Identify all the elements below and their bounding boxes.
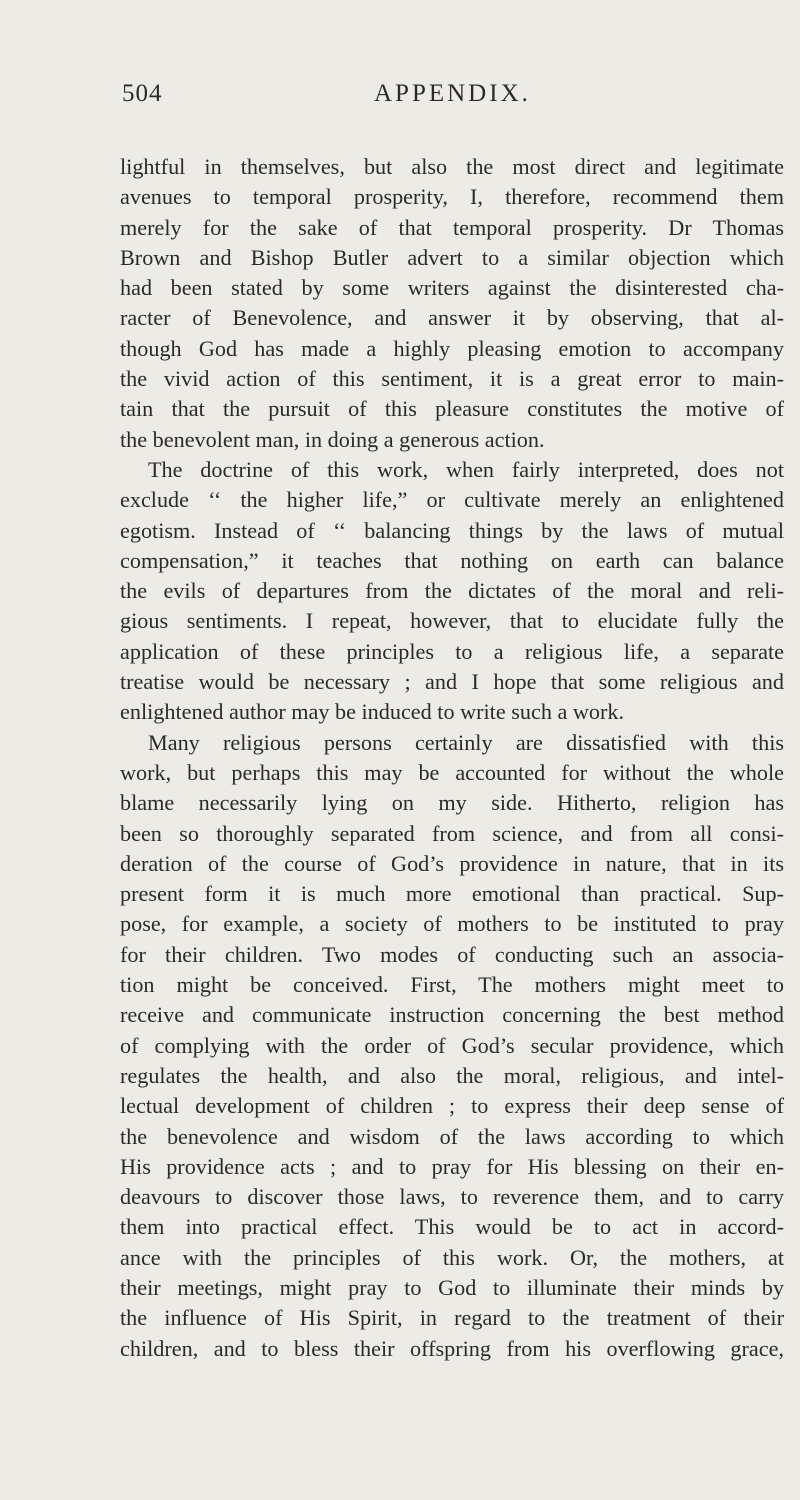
text-line: receive and communicate instruction concerning the best method	[120, 1002, 784, 1028]
text-line: treatise would be necessary ; and I hope that some religious and	[120, 669, 784, 695]
text-line: Brown and Bishop Butler advert to a similar objection which	[120, 244, 784, 270]
text-line: His providence acts ; and to pray for His blessing on their en-	[120, 1153, 784, 1179]
paragraph-end-line: enlightened author may be induced to write such a work.	[120, 699, 624, 725]
text-line: the evils of departures from the dictates of the moral and reli-	[120, 578, 784, 604]
text-line: the influence of His Spirit, in regard to the treatment of their	[120, 1305, 784, 1331]
text-line: avenues to temporal prosperity, I, therefore, recommend them	[120, 184, 784, 210]
text-line: racter of Benevolence, and answer it by observing, that al-	[120, 305, 784, 331]
text-line: work, but perhaps this may be accounted for without the whole	[120, 759, 784, 785]
text-line: the benevolence and wisdom of the laws according to which	[120, 1123, 784, 1149]
text-line: their meetings, might pray to God to illuminate their minds by	[120, 1274, 784, 1300]
body-text	[120, 152, 784, 1364]
paragraph-end-line: the benevolent man, in doing a generous action.	[120, 426, 545, 452]
paragraph-first-line: Many religious persons certainly are dissatisfied with this	[148, 729, 784, 755]
text-line: tion might be conceived. First, The mothers might meet to	[120, 972, 784, 998]
text-line: for their children. Two modes of conducting such an associa-	[120, 941, 784, 967]
text-line: egotism. Instead of ‘‘ balancing things by the laws of mutual	[120, 517, 784, 543]
page-number: 504	[122, 80, 163, 107]
text-line: application of these principles to a religious life, a separate	[120, 638, 784, 664]
text-line: gious sentiments. I repeat, however, that to elucidate fully the	[120, 608, 784, 634]
text-line: regulates the health, and also the moral, religious, and intel-	[120, 1062, 784, 1088]
text-line: exclude ‘‘ the higher life,” or cultivate merely an enlightened	[120, 487, 784, 513]
text-line: them into practical effect. This would be to act in accord-	[120, 1214, 784, 1240]
text-line: deavours to discover those laws, to reverence them, and to carry	[120, 1184, 784, 1210]
text-line: had been stated by some writers against the disinterested cha-	[120, 275, 784, 301]
text-line: present form it is much more emotional than practical. Sup-	[120, 881, 784, 907]
text-line: lectual development of children ; to express their deep sense of	[120, 1093, 784, 1119]
text-line: pose, for example, a society of mothers to be instituted to pray	[120, 911, 784, 937]
text-line: lightful in themselves, but also the most direct and legitimate	[120, 154, 784, 179]
text-line: of complying with the order of God’s secular providence, which	[120, 1032, 784, 1058]
text-line: merely for the sake of that temporal prosperity. Dr Thomas	[120, 214, 784, 240]
running-head: APPENDIX.	[374, 80, 531, 107]
page-header	[122, 80, 742, 120]
text-line: tain that the pursuit of this pleasure constitutes the motive of	[120, 396, 784, 422]
paragraph-first-line: The doctrine of this work, when fairly interpreted, does not	[148, 456, 784, 482]
text-line: blame necessarily lying on my side. Hitherto, religion has	[120, 790, 784, 816]
text-line: ance with the principles of this work. Or, the mothers, at	[120, 1244, 784, 1270]
text-line: deration of the course of God’s providence in nature, that in its	[120, 850, 784, 876]
text-line: the vivid action of this sentiment, it is a great error to main-	[120, 366, 784, 392]
text-line: though God has made a highly pleasing emotion to accompany	[120, 335, 784, 361]
text-line: been so thoroughly separated from science, and from all consi-	[120, 820, 784, 846]
text-line: children, and to bless their offspring from his overflowing grace,	[120, 1335, 784, 1361]
text-line: compensation,” it teaches that nothing on earth can balance	[120, 547, 784, 573]
